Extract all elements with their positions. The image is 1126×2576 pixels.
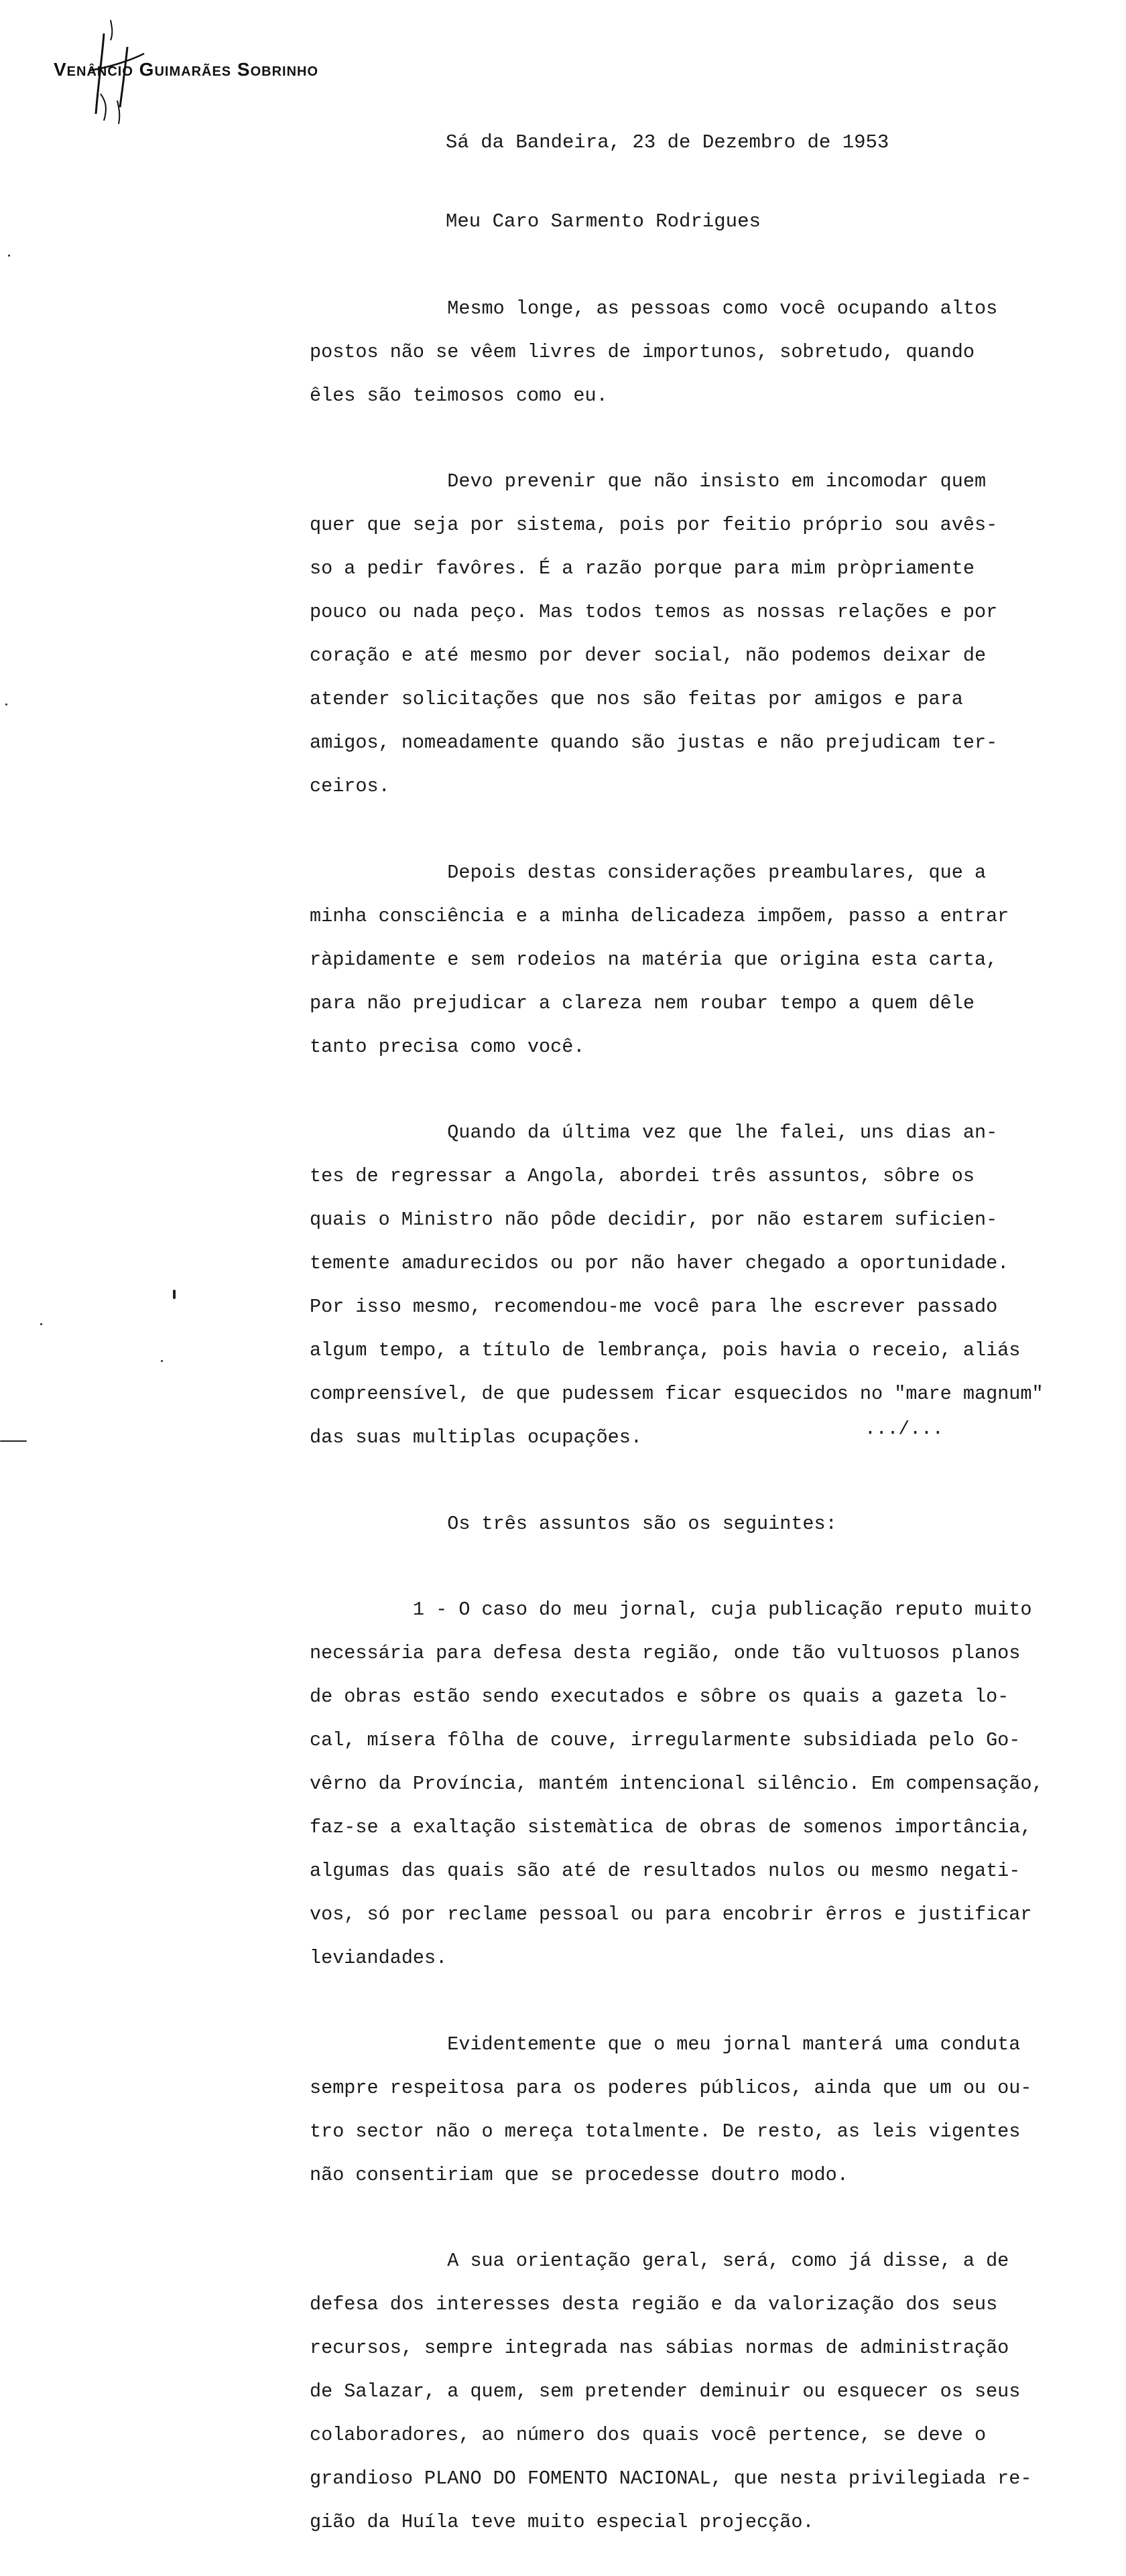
text-line: vos, só por reclame pessoal ou para encobrir êrros e justificar bbox=[310, 1903, 1032, 1925]
scan-speck bbox=[0, 1440, 27, 1442]
text-line: Devo prevenir que não insisto em incomodar quem bbox=[310, 470, 987, 492]
text-line: faz-se a exaltação sistemàtica de obras de somenos importância, bbox=[310, 1816, 1032, 1838]
text-line: A sua orientação geral, será, como já disse, a de bbox=[310, 2250, 1009, 2272]
text-line: algumas das quais são até de resultados nulos ou mesmo negati- bbox=[310, 1860, 1021, 1882]
text-line: sempre respeitosa para os poderes públicos, ainda que um ou ou- bbox=[310, 2076, 1032, 2099]
paragraph bbox=[310, 840, 1094, 1080]
text-line: leviandades. bbox=[310, 1947, 448, 1969]
text-line: das suas multiplas ocupações. bbox=[310, 1426, 642, 1448]
text-line: êles são teimosos como eu. bbox=[310, 384, 608, 407]
text-line: minha consciência e a minha delicadeza impõem, passo a entrar bbox=[310, 904, 1009, 927]
text-line: para não prejudicar a clareza nem roubar tempo a quem dêle bbox=[310, 992, 975, 1014]
text-line: grandioso PLANO DO FOMENTO NACIONAL, que nesta privilegiada re- bbox=[310, 2467, 1032, 2490]
text-line: ràpidamente e sem rodeios na matéria que origina esta carta, bbox=[310, 948, 998, 971]
text-line: tes de regressar a Angola, abordei três assuntos, sôbre os bbox=[310, 1165, 975, 1187]
text-line: gião da Huíla teve muito especial projecção. bbox=[310, 2511, 814, 2533]
text-line: vêrno da Província, mantém intencional silêncio. Em compensação, bbox=[310, 1773, 1044, 1795]
text-line: postos não se vêem livres de importunos, sobretudo, quando bbox=[310, 340, 975, 363]
text-line: tanto precisa como você. bbox=[310, 1035, 585, 1058]
letterhead-name: Venâncio Guimarães Sobrinho bbox=[54, 59, 319, 80]
text-line: coração e até mesmo por dever social, não podemos deixar de bbox=[310, 645, 987, 667]
text-line: Depois destas considerações preambulares, que a bbox=[310, 861, 987, 884]
text-line: atender solicitações que nos são feitas por amigos e para bbox=[310, 688, 963, 710]
text-line: temente amadurecidos ou por não haver chegado a oportunidade. bbox=[310, 1252, 1009, 1274]
text-line: quer que seja por sistema, pois por feitio próprio sou avês- bbox=[310, 514, 998, 536]
text-line: cal, mísera fôlha de couve, irregularmente subsidiada pelo Go- bbox=[310, 1729, 1021, 1751]
text-line: Por isso mesmo, recomendou-me você para lhe escrever passado bbox=[310, 1296, 998, 1318]
scan-speck bbox=[173, 1290, 176, 1299]
scan-speck bbox=[40, 1323, 42, 1325]
text-line: compreensível, de que pudessem ficar esquecidos no "mare magnum" bbox=[310, 1383, 1044, 1405]
text-line: quais o Ministro não pôde decidir, por não estarem suficien- bbox=[310, 1209, 998, 1231]
text-line: Os três assuntos são os seguintes: bbox=[310, 1512, 837, 1535]
text-line: ceiros. bbox=[310, 775, 390, 797]
text-line: colaboradores, ao número dos quais você pertence, se deve o bbox=[310, 2424, 987, 2446]
text-line: não consentiriam que se procedesse doutro modo. bbox=[310, 2163, 849, 2186]
text-line: algum tempo, a título de lembrança, pois havia o receio, aliás bbox=[310, 1339, 1021, 1361]
text-line: tro sector não o mereça totalmente. De resto, as leis vigentes bbox=[310, 2120, 1021, 2143]
text-line: de Salazar, a quem, sem pretender deminuir ou esquecer os seus bbox=[310, 2380, 1021, 2402]
paragraph bbox=[310, 276, 1094, 429]
scan-speck bbox=[161, 1360, 163, 1362]
text-line: so a pedir favôres. É a razão porque para mim pròpriamente bbox=[310, 557, 975, 580]
paragraph bbox=[310, 1578, 1094, 1992]
paragraph bbox=[310, 2229, 1094, 2556]
text-line: defesa dos interesses desta região e da valorização dos seus bbox=[310, 2293, 998, 2315]
text-line: Quando da última vez que lhe falei, uns dias an- bbox=[310, 1122, 998, 1144]
letter-body bbox=[310, 276, 1094, 2576]
text-line: Mesmo longe, as pessoas como você ocupando altos bbox=[310, 297, 998, 320]
text-line: amigos, nomeadamente quando são justas e não prejudicam ter- bbox=[310, 732, 998, 754]
salutation: Meu Caro Sarmento Rodrigues bbox=[446, 210, 761, 232]
scan-speck bbox=[5, 703, 7, 705]
paragraph bbox=[310, 450, 1094, 820]
text-line: recursos, sempre integrada nas sábias normas de administração bbox=[310, 2337, 1009, 2359]
text-line: pouco ou nada peço. Mas todos temos as nossas relações e por bbox=[310, 601, 998, 623]
continuation-mark: .../... bbox=[865, 1419, 944, 1440]
paragraph bbox=[310, 2012, 1094, 2208]
scan-speck bbox=[8, 255, 10, 257]
paragraph bbox=[310, 1101, 1094, 1471]
text-line: Evidentemente que o meu jornal manterá uma conduta bbox=[310, 2033, 1021, 2055]
text-line: necessária para defesa desta região, onde tão vultuosos planos bbox=[310, 1642, 1021, 1664]
paragraph bbox=[310, 1491, 1094, 1557]
text-line: de obras estão sendo executados e sôbre os quais a gazeta lo- bbox=[310, 1686, 1009, 1708]
dateline: Sá da Bandeira, 23 de Dezembro de 1953 bbox=[446, 131, 889, 153]
text-line: 1 - O caso do meu jornal, cuja publicação reputo muito bbox=[310, 1599, 1032, 1621]
